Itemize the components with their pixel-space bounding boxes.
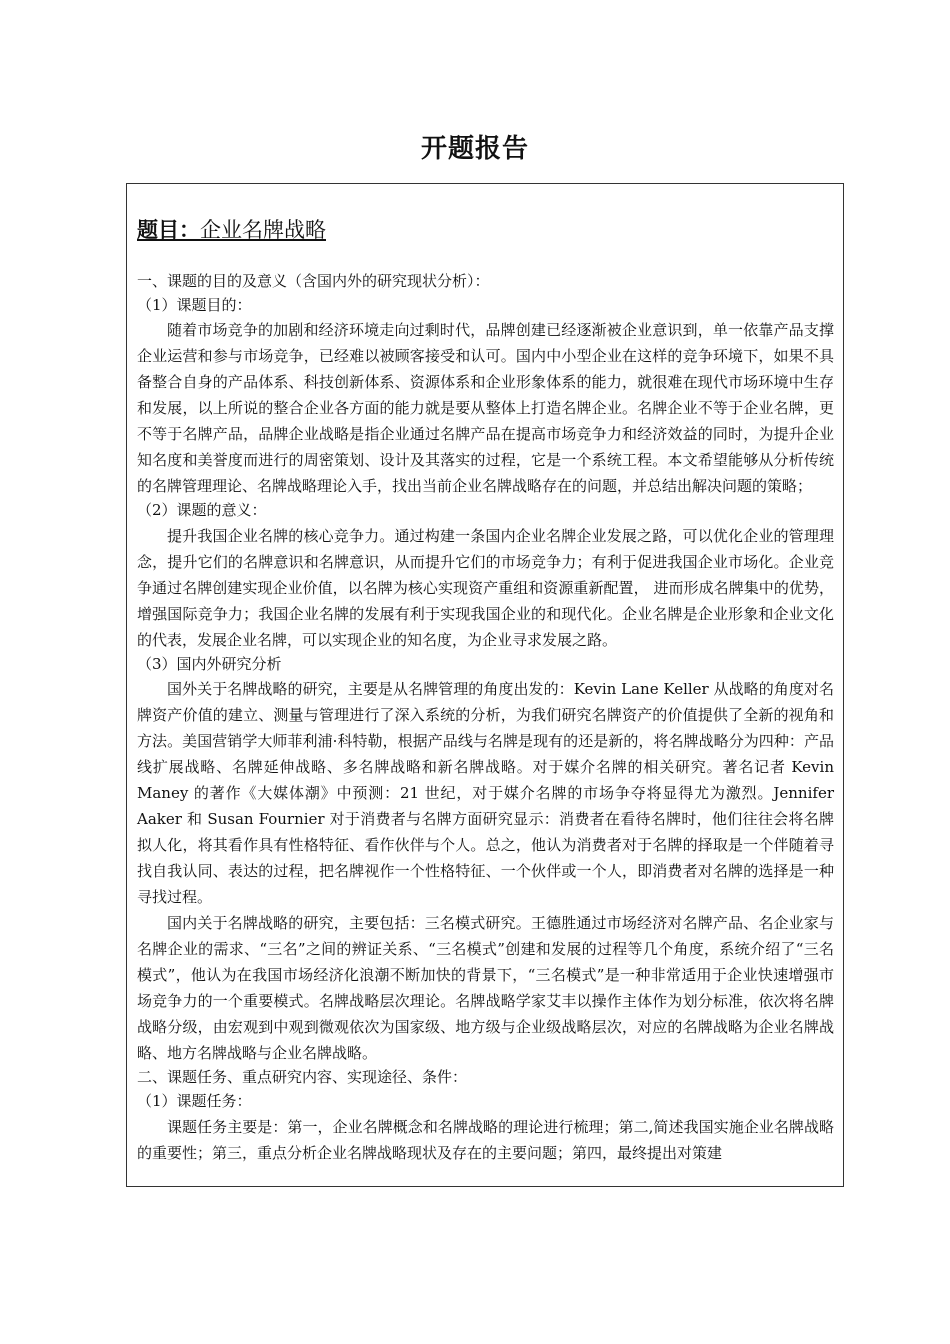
report-content (127, 184, 843, 1166)
topic-label: 题目： (137, 218, 200, 242)
section-1-3-paragraph-foreign: 国外关于名牌战略的研究，主要是从名牌管理的角度出发的：Kevin Lane Keller 从战略的角度对名牌资产价值的建立、测量与管理进行了深入系统的分析，为我们研究名牌资产的价值提供了全新的视角和方法。美国营销学大师菲利浦·科特勒，根据产品线与名牌是现有的还是新的，将名牌战略分为四种：产品线扩展战略、名牌延伸战略、多名牌战略和新名牌战略。对于媒介名牌的相关研究。著名记者 Kevin Maney 的著作《大媒体潮》中预测：21 世纪，对于媒介名牌的市场争夺将显得尤为激烈。Jennifer Aaker 和 Susan Fournier 对于消费者与名牌方面研究显示：消费者在看待名牌时，他们往往会将名牌拟人化，将其看作具有性格特征、看作伙伴与个人。总之，他认为消费者对于名牌的择取是一个伴随着寻找自我认同、表达的过程，把名牌视作一个性格特征、一个伙伴或一个人，即消费者对名牌的选择是一种寻找过程。 (137, 680, 834, 907)
section-1-3-heading: （3）国内外研究分析 (137, 654, 282, 673)
topic-value: 企业名牌战略 (200, 218, 326, 242)
section-2-1-heading: （1）课题任务： (137, 1091, 252, 1110)
section-2-1-paragraph: 课题任务主要是：第一，企业名牌概念和名牌战略的理论进行梳理；第二,简述我国实施企业名牌战略的重要性；第三，重点分析企业名牌战略现状及存在的主要问题；第四，最终提出对策建 (137, 1117, 834, 1162)
section-1-2-heading: （2）课题的意义： (137, 501, 267, 520)
section-1-heading: 一、课题的目的及意义（含国内外的研究现状分析）： (137, 272, 490, 290)
section-1-1-heading: （1）课题目的： (137, 295, 252, 314)
section-1-2-paragraph: 提升我国企业名牌的核心竞争力。通过构建一条国内企业名牌企业发展之路，可以优化企业的管理理念，提升它们的名牌意识和名牌意识，从而提升它们的市场竞争力；有利于促进我国企业市场化。企业竞争通过名牌创建实现企业价值，以名牌为核心实现资产重组和资源重新配置， 进而形成名牌集中的优势， 增强国际竞争力；我国企业名牌的发展有利于实现我国企业的和现代化。企业名牌是企业形象和企业文化的代表，发展企业名牌，可以实现企业的知名度，为企业寻求发展之路。 (137, 526, 834, 649)
section-1-3-paragraph-domestic: 国内关于名牌战略的研究，主要包括：三名模式研究。王德胜通过市场经济对名牌产品、名企业家与名牌企业的需求、“三名”之间的辨证关系、“三名模式”创建和发展的过程等几个角度，系统介绍了“三名模式”，他认为在我国市场经济化浪潮不断加快的背景下，“三名模式”是一种非常适用于企业快速增强市场竞争力的一个重要模式。名牌战略层次理论。名牌战略学家艾丰以操作主体作为划分标准，依次将名牌战略分级，由宏观到中观到微观依次为国家级、地方级与企业级战略层次，对应的名牌战略为企业名牌战略、地方名牌战略与企业名牌战略。 (137, 914, 834, 1063)
document-title: 开题报告 (420, 134, 529, 164)
topic-line (137, 210, 834, 250)
report-frame (126, 183, 844, 1187)
section-1-1-paragraph: 随着市场竞争的加剧和经济环境走向过剩时代，品牌创建已经逐渐被企业意识到，单一依靠产品支撑企业运营和参与市场竞争，已经难以被顾客接受和认可。国内中小型企业在这样的竞争环境下，如果不具备整合自身的产品体系、科技创新体系、资源体系和企业形象体系的能力，就很难在现代市场环境中生存和发展，以上所说的整合企业各方面的能力就是要从整体上打造名牌企业。名牌企业不等于企业名牌，更不等于名牌产品，品牌企业战略是指企业通过名牌产品在提高市场竞争力和经济效益的同时，为提升企业知名度和美誉度而进行的周密策划、设计及其落实的过程，它是一个系统工程。本文希望能够从分析传统的名牌管理理论、名牌战略理论入手，找出当前企业名牌战略存在的问题，并总结出解决问题的策略； (137, 321, 834, 496)
section-2-heading: 二、课题任务、重点研究内容、实现途径、条件： (137, 1068, 468, 1087)
